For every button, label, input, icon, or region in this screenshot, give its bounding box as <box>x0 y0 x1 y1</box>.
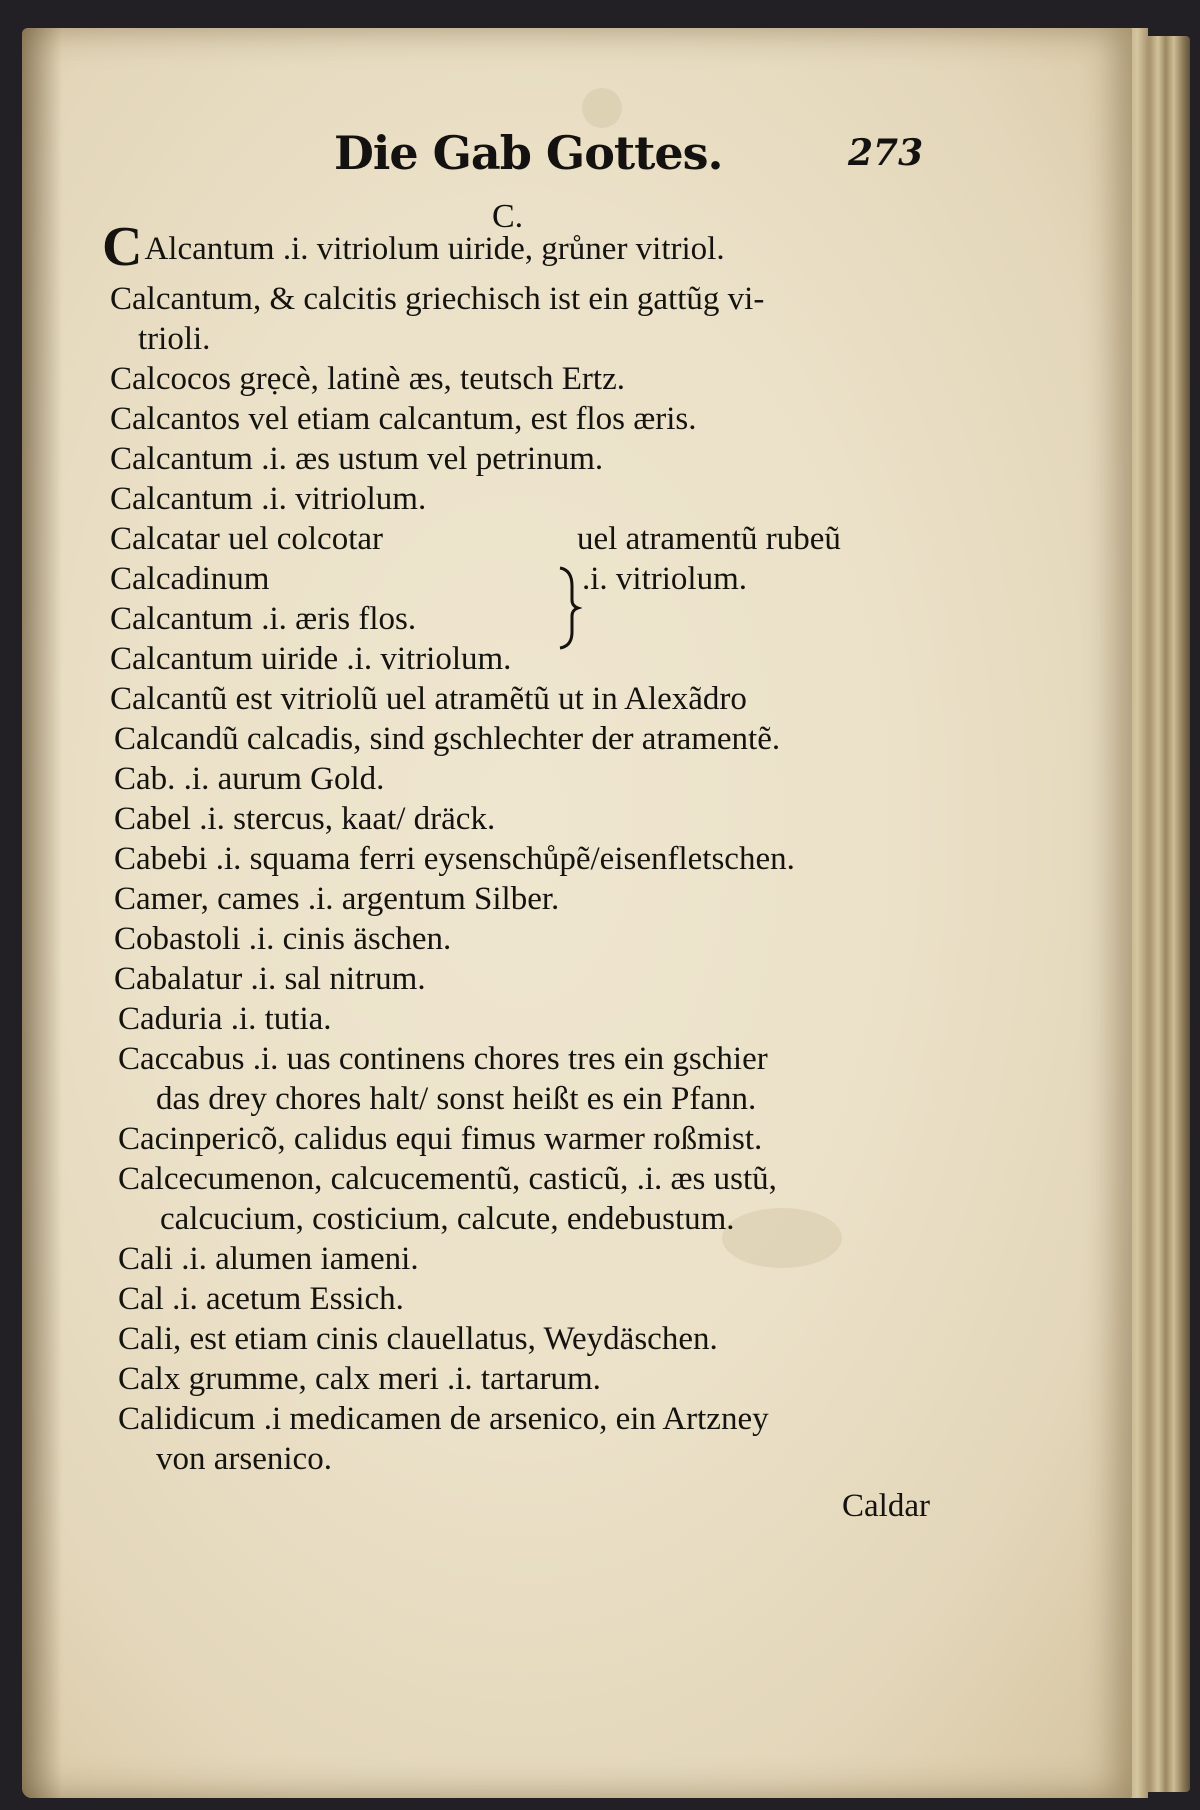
entry-line: das drey chores halt/ sonst heißt es ein Pfann. <box>156 1081 757 1117</box>
entry-line: von arsenico. <box>156 1441 332 1477</box>
book-page <box>22 28 1132 1798</box>
entry-line: Calidicum .i medicamen de arsenico, ein Artzney <box>118 1401 769 1437</box>
entry-line: Calcantũ est vitriolũ uel atramẽtũ ut in Alexãdro <box>110 681 747 717</box>
running-title: Die Gab Gottes. <box>334 126 723 180</box>
entry-line: .i. vitriolum. <box>582 561 747 597</box>
entry-line: Calx grumme, calx meri .i. tartarum. <box>118 1361 601 1397</box>
entry-line: Calcantum, & calcitis griechisch ist ein gattũg vi- <box>110 281 765 317</box>
entry-line: Calcantum .i. vitriolum. <box>110 481 427 517</box>
page-number: 273 <box>848 132 924 174</box>
entry-line: Calcandũ calcadis, sind gschlechter der atramentẽ. <box>114 721 781 757</box>
entry-line: Cab. .i. aurum Gold. <box>114 761 385 797</box>
entry-text: Alcantum .i. vitriolum uiride, grůner vitriol. <box>144 231 725 267</box>
entry-line: Cacinpericõ, calidus equi fimus warmer roßmist. <box>118 1121 763 1157</box>
entry-line: Calcantum .i. æris flos. <box>110 601 417 637</box>
entry-line: Calcantum uiride .i. vitriolum. <box>110 641 512 677</box>
entry-line: Cobastoli .i. cinis äschen. <box>114 921 452 957</box>
entry-line: Cali, est etiam cinis clauellatus, Weydäschen. <box>118 1321 718 1357</box>
entry-line: uel atramentũ rubeũ <box>577 521 841 557</box>
drop-initial: C <box>102 216 143 278</box>
brace-icon <box>556 566 582 650</box>
section-letter: C. <box>492 198 524 235</box>
catchword: Caldar <box>842 1488 930 1524</box>
entry-line: Cabebi .i. squama ferri eysenschůpẽ/eisenfletschen. <box>114 841 795 877</box>
entry-line: Camer, cames .i. argentum Silber. <box>114 881 560 917</box>
entry-line: Calcatar uel colcotar <box>110 521 384 557</box>
entry-line: Calcocos grẹcè, latinè æs, teutsch Ertz. <box>110 361 625 397</box>
entry-list <box>22 28 1132 1798</box>
entry-line: Calcadinum <box>110 561 270 597</box>
entry-line: Calcantum .i. æs ustum vel petrinum. <box>110 441 604 477</box>
entry-line: Calcecumenon, calcucementũ, casticũ, .i. æs ustũ, <box>118 1161 777 1197</box>
entry-line: Cali .i. alumen iameni. <box>118 1241 419 1277</box>
entry-line: Caduria .i. tutia. <box>118 1001 332 1037</box>
entry-line: Cabel .i. stercus, kaat/ dräck. <box>114 801 496 837</box>
entry-line <box>102 216 725 278</box>
entry-line: Cal .i. acetum Essich. <box>118 1281 404 1317</box>
entry-line: Calcantos vel etiam calcantum, est flos æris. <box>110 401 697 437</box>
entry-line: Caccabus .i. uas continens chores tres ein gschier <box>118 1041 768 1077</box>
entry-line: Cabalatur .i. sal nitrum. <box>114 961 426 997</box>
entry-line: calcucium, costicium, calcute, endebustum. <box>160 1201 735 1237</box>
entry-line: trioli. <box>138 321 211 357</box>
